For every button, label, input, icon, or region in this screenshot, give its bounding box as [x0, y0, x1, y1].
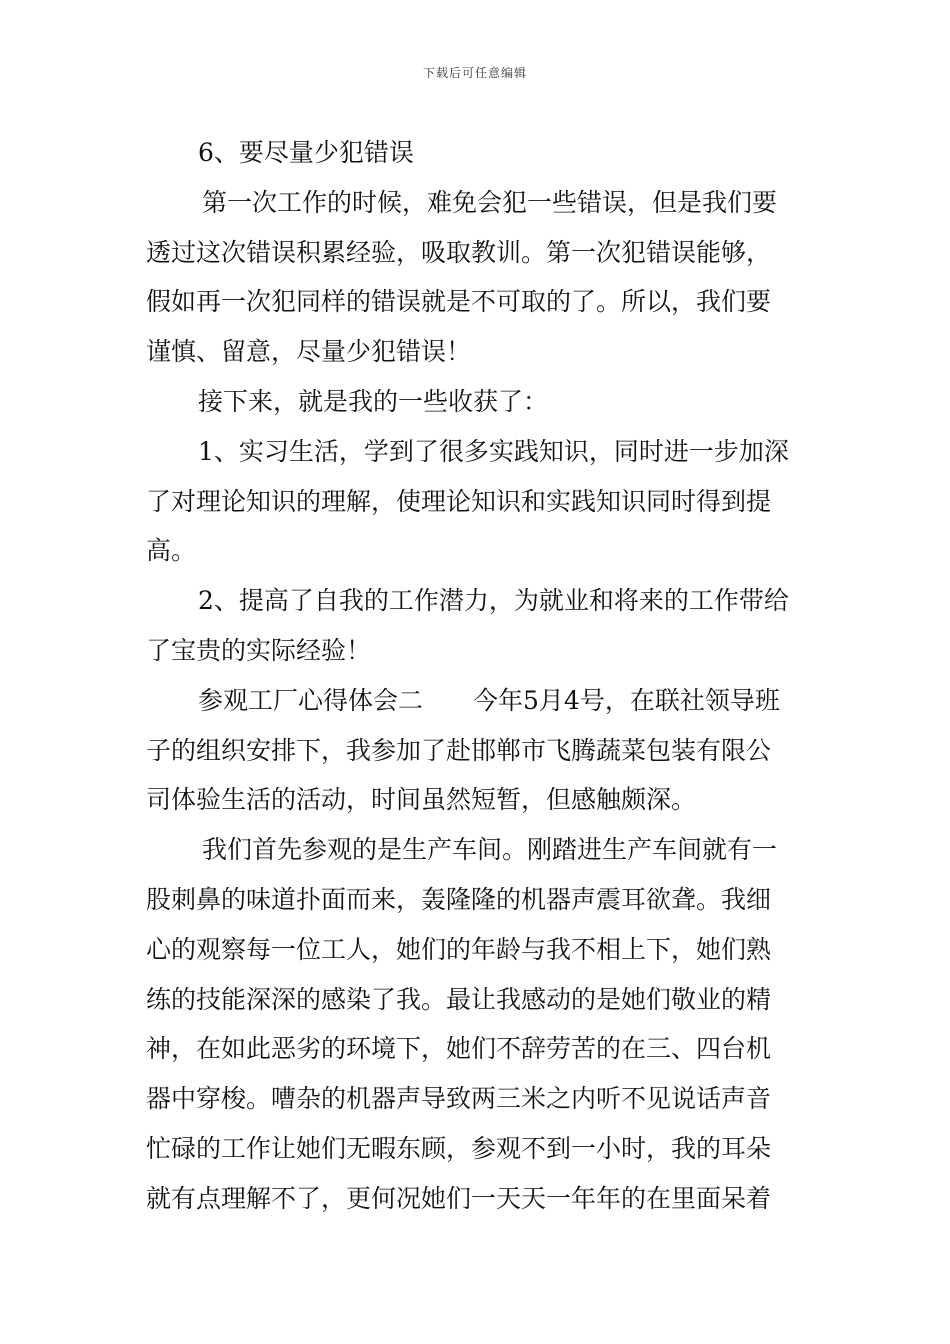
paragraph-line: 了对理论知识的理解，使理论知识和实践知识同时得到提	[146, 486, 772, 516]
paragraph-line: 假如再一次犯同样的错误就是不可取的了。所以，我们要	[146, 287, 772, 317]
paragraph-line: 器中穿梭。嘈杂的机器声导致两三米之内听不见说话声音	[146, 1084, 772, 1114]
paragraph-line: 2、提高了自我的工作潜力，为就业和将来的工作带给	[198, 586, 789, 616]
paragraph-line: 谨慎、留意，尽量少犯错误！	[146, 337, 472, 367]
paragraph-line: 子的组织安排下，我参加了赴邯郸市飞腾蔬菜包装有限公	[146, 735, 772, 765]
document-body	[146, 128, 810, 1224]
page-header: 下载后可任意编辑	[422, 66, 527, 80]
paragraph-line: 神，在如此恶劣的环境下，她们不辞劳苦的在三、四台机	[146, 1034, 772, 1064]
paragraph-line: 我们首先参观的是生产车间。刚踏进生产车间就有一	[202, 835, 778, 865]
paragraph-line: 透过这次错误积累经验，吸取教训。第一次犯错误能够，	[146, 237, 772, 267]
section-heading: 6、要尽量少犯错误	[198, 138, 414, 167]
paragraph-line: 参观工厂心得体会二 今年5月4号，在联社领导班	[198, 685, 780, 715]
paragraph-line: 练的技能深深的感染了我。最让我感动的是她们敬业的精	[146, 984, 772, 1014]
paragraph-line: 司体验生活的活动，时间虽然短暂，但感触颇深。	[146, 785, 697, 815]
paragraph-line: 高。	[146, 536, 197, 566]
paragraph-line: 第一次工作的时候，难免会犯一些错误，但是我们要	[202, 187, 778, 217]
paragraph-line: 1、实习生活，学到了很多实践知识，同时进一步加深	[198, 436, 789, 466]
paragraph-line: 就有点理解不了，更何况她们一天天一年年的在里面呆着	[146, 1183, 772, 1213]
paragraph-line: 股刺鼻的味道扑面而来，轰隆隆的机器声震耳欲聋。我细	[146, 884, 772, 914]
paragraph-line: 忙碌的工作让她们无暇东顾，参观不到一小时，我的耳朵	[146, 1133, 772, 1163]
paragraph-line: 心的观察每一位工人，她们的年龄与我不相上下，她们熟	[146, 934, 772, 964]
paragraph-line: 了宝贵的实际经验！	[146, 635, 372, 665]
paragraph-line: 接下来，就是我的一些收获了：	[198, 386, 549, 416]
